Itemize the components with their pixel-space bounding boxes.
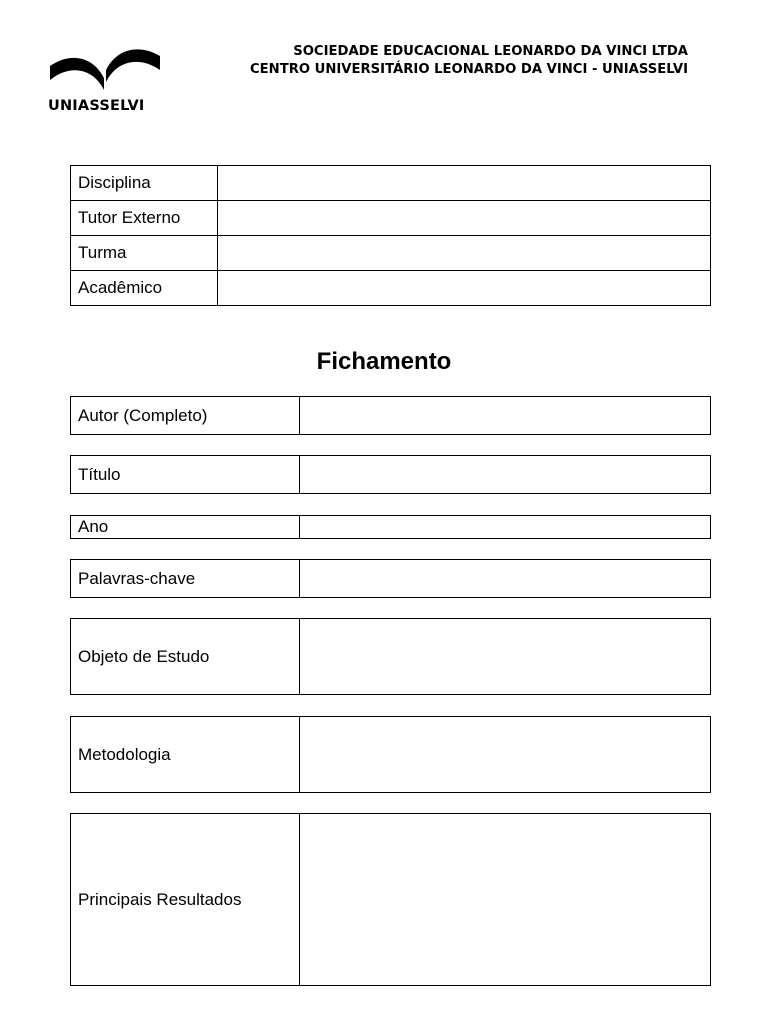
- field-label: Objeto de Estudo: [71, 619, 300, 695]
- field-box-principais-resultados: [70, 813, 711, 986]
- field-label: Título: [71, 456, 300, 494]
- field-box-titulo: [70, 455, 711, 494]
- info-field-academico[interactable]: [218, 271, 711, 306]
- info-field-disciplina[interactable]: [218, 166, 711, 201]
- field-label: Principais Resultados: [71, 814, 300, 986]
- field-input-titulo[interactable]: [300, 456, 711, 494]
- field-input-autor[interactable]: [300, 397, 711, 435]
- field-label: Palavras-chave: [71, 560, 300, 598]
- field-box-ano: [70, 515, 711, 539]
- info-label: Disciplina: [71, 166, 218, 201]
- field-label: Autor (Completo): [71, 397, 300, 435]
- field-label: Metodologia: [71, 717, 300, 793]
- org-line-2: CENTRO UNIVERSITÁRIO LEONARDO DA VINCI - UNIASSELVI: [249, 62, 688, 77]
- book-wings-icon: [48, 44, 163, 94]
- table-row: [71, 166, 711, 201]
- field-input-metodologia[interactable]: [300, 717, 711, 793]
- institution-header: [250, 43, 688, 79]
- field-input-objeto-de-estudo[interactable]: [300, 619, 711, 695]
- info-label: Tutor Externo: [71, 201, 218, 236]
- logo-text: UNIASSELVI: [48, 98, 145, 114]
- field-box-metodologia: [70, 716, 711, 793]
- field-input-principais-resultados[interactable]: [300, 814, 711, 986]
- org-line-1: SOCIEDADE EDUCACIONAL LEONARDO DA VINCI LTDA: [293, 44, 688, 59]
- page-title: Fichamento: [316, 348, 452, 375]
- info-field-turma[interactable]: [218, 236, 711, 271]
- student-info-table: [70, 165, 711, 306]
- info-field-tutor-externo[interactable]: [218, 201, 711, 236]
- field-input-ano[interactable]: [300, 516, 711, 539]
- field-box-autor: [70, 396, 711, 435]
- table-row: [71, 201, 711, 236]
- uniasselvi-logo: [48, 44, 163, 116]
- table-row: [71, 271, 711, 306]
- field-input-palavras-chave[interactable]: [300, 560, 711, 598]
- info-label: Turma: [71, 236, 218, 271]
- field-label: Ano: [71, 516, 300, 539]
- field-box-objeto-de-estudo: [70, 618, 711, 695]
- table-row: [71, 236, 711, 271]
- field-box-palavras-chave: [70, 559, 711, 598]
- info-label: Acadêmico: [71, 271, 218, 306]
